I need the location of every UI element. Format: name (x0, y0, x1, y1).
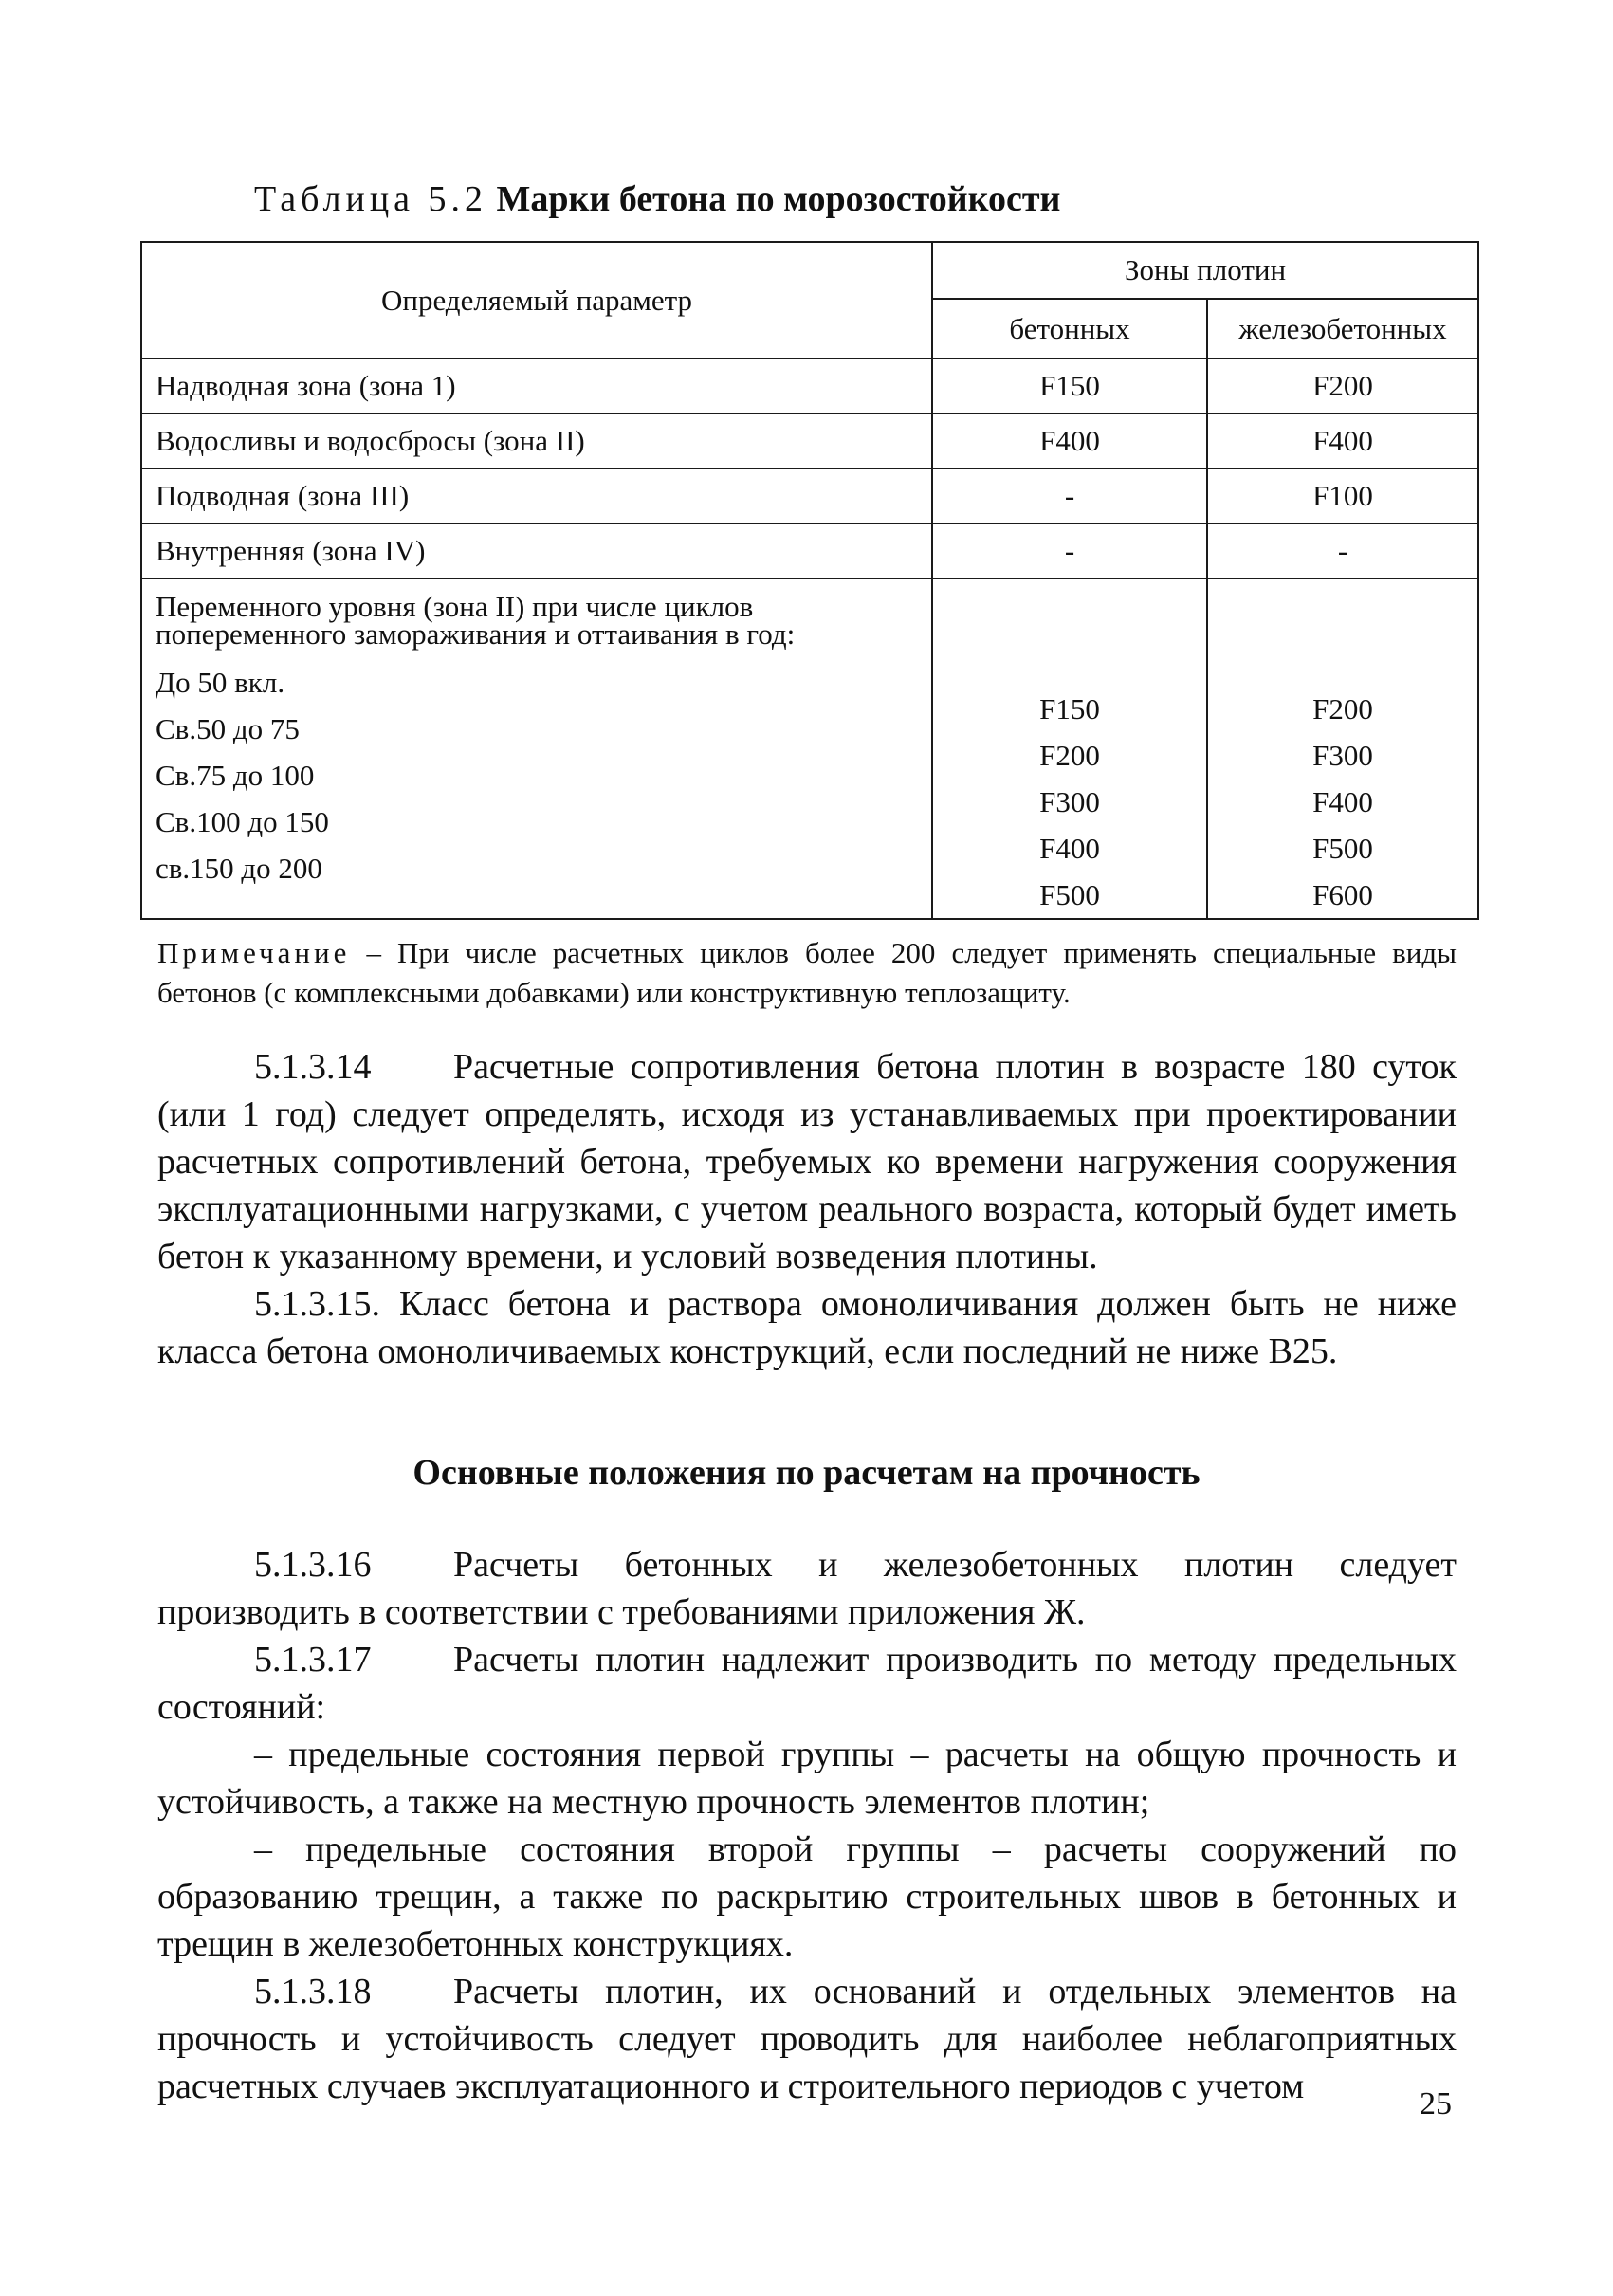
paragraph-5-1-3-18 (157, 1968, 1457, 2110)
grade-value: F150 (1039, 692, 1100, 726)
body-section-1 (157, 1043, 1457, 1375)
list-item: – предельные состояния первой группы – расчеты на общую прочность и устойчивость, а также на местную прочность элементов плотин; (157, 1735, 1457, 1822)
paragraph-text: Расчеты плотин надлежит производить по методу предельных состояний: (157, 1640, 1457, 1727)
header-reinforced-concrete: железобетонных (1207, 299, 1478, 358)
table-caption-prefix: Таблица 5.2 (254, 179, 488, 219)
grade-value: F400 (1312, 785, 1373, 818)
section-heading: Основные положения по расчетам на прочность (412, 1453, 1201, 1493)
row-value-concrete: F400 (932, 413, 1207, 468)
grade-value: F500 (1039, 878, 1100, 911)
paragraph-text: Расчеты плотин, их оснований и отдельных элементов на прочность и устойчивость следует проводить для наиболее неблагоприятных расчетных случаев эксплуатационного и строительного периодов с учетом (157, 1972, 1457, 2106)
row-value-reinforced: F100 (1207, 468, 1478, 523)
grade-value: F300 (1039, 785, 1100, 818)
table-caption (254, 178, 1060, 220)
grade-value: F500 (1312, 832, 1373, 865)
row-value-reinforced: F200 (1207, 358, 1478, 413)
variable-level-param (141, 579, 932, 919)
variable-level-intro: Переменного уровня (зона II) при числе циклов попеременного замораживания и оттаивания в год: (156, 590, 796, 651)
paragraph-5-1-3-14 (157, 1043, 1457, 1280)
page-number: 25 (1420, 2086, 1452, 2122)
row-param: Внутренняя (зона IV) (141, 523, 932, 579)
paragraph-text: Расчеты бетонных и железобетонных плотин следует производить в соответствии с требованиями приложения Ж. (157, 1545, 1457, 1632)
row-param: Водосливы и водосбросы (зона II) (141, 413, 932, 468)
note-text: – При числе расчетных циклов более 200 следует применять специальные виды бетонов (с комплексными добавками) или конструктивную теплозащиту. (157, 936, 1457, 1009)
header-dam-zones: Зоны плотин (932, 242, 1478, 299)
cycle-range: св.150 до 200 (156, 852, 322, 885)
row-value-concrete: F150 (932, 358, 1207, 413)
row-value-reinforced: - (1207, 523, 1478, 579)
row-value-concrete: - (932, 523, 1207, 579)
note-label: Примечание (157, 936, 351, 969)
grade-value: F400 (1039, 832, 1100, 865)
paragraph-number: 5.1.3.17 (254, 1640, 372, 1680)
list-item: – предельные состояния второй группы – расчеты сооружений по образованию трещин, а также по раскрытию строительных швов в бетонных и трещин в железобетонных конструкциях. (157, 1829, 1457, 1964)
table-note (157, 933, 1457, 1013)
paragraph-5-1-3-15 (157, 1280, 1457, 1375)
grade-value: F200 (1039, 739, 1100, 772)
header-param: Определяемый параметр (141, 242, 932, 358)
paragraph-text: Расчетные сопротивления бетона плотин в возрасте 180 суток (или 1 год) следует определять, исходя из устанавливаемых при проектировании расчетных сопротивлений бетона, требуемых ко времени нагружения сооружения эксплуатационными нагрузками, с учетом реального возраста, который будет иметь бетон к указанному времени, и условий возведения плотины. (157, 1047, 1457, 1277)
cycle-range: Св.75 до 100 (156, 759, 315, 792)
row-value-reinforced: F400 (1207, 413, 1478, 468)
table-caption-title: Марки бетона по морозостойкости (496, 179, 1061, 219)
table-row (141, 413, 1478, 468)
table-row (141, 468, 1478, 523)
row-param: Надводная зона (зона 1) (141, 358, 932, 413)
paragraph-5-1-3-16 (157, 1541, 1457, 1636)
table-row (141, 358, 1478, 413)
paragraph-number: 5.1.3.18 (254, 1972, 372, 2011)
cycle-range: До 50 вкл. (156, 666, 285, 699)
grade-value: F200 (1312, 692, 1373, 726)
row-param: Подводная (зона III) (141, 468, 932, 523)
table-row (141, 523, 1478, 579)
body-section-2 (157, 1541, 1457, 2110)
paragraph-number: 5.1.3.15. (254, 1284, 380, 1324)
grade-value: F300 (1312, 739, 1373, 772)
paragraph-text: Класс бетона и раствора омоноличивания должен быть не ниже класса бетона омоноличиваемых конструкций, если последний не ниже В25. (157, 1284, 1457, 1371)
paragraph-number: 5.1.3.14 (254, 1047, 372, 1087)
grade-value: F600 (1312, 878, 1373, 911)
cycle-range: Св.50 до 75 (156, 712, 300, 745)
variable-values-reinforced (1207, 579, 1478, 919)
header-concrete: бетонных (932, 299, 1207, 358)
cycle-range: Св.100 до 150 (156, 805, 329, 838)
paragraph-5-1-3-17 (157, 1636, 1457, 1731)
row-value-concrete: - (932, 468, 1207, 523)
table-row-variable-level (141, 579, 1478, 919)
paragraph-number: 5.1.3.16 (254, 1545, 372, 1585)
variable-values-concrete (932, 579, 1207, 919)
frost-resistance-table (140, 241, 1479, 920)
